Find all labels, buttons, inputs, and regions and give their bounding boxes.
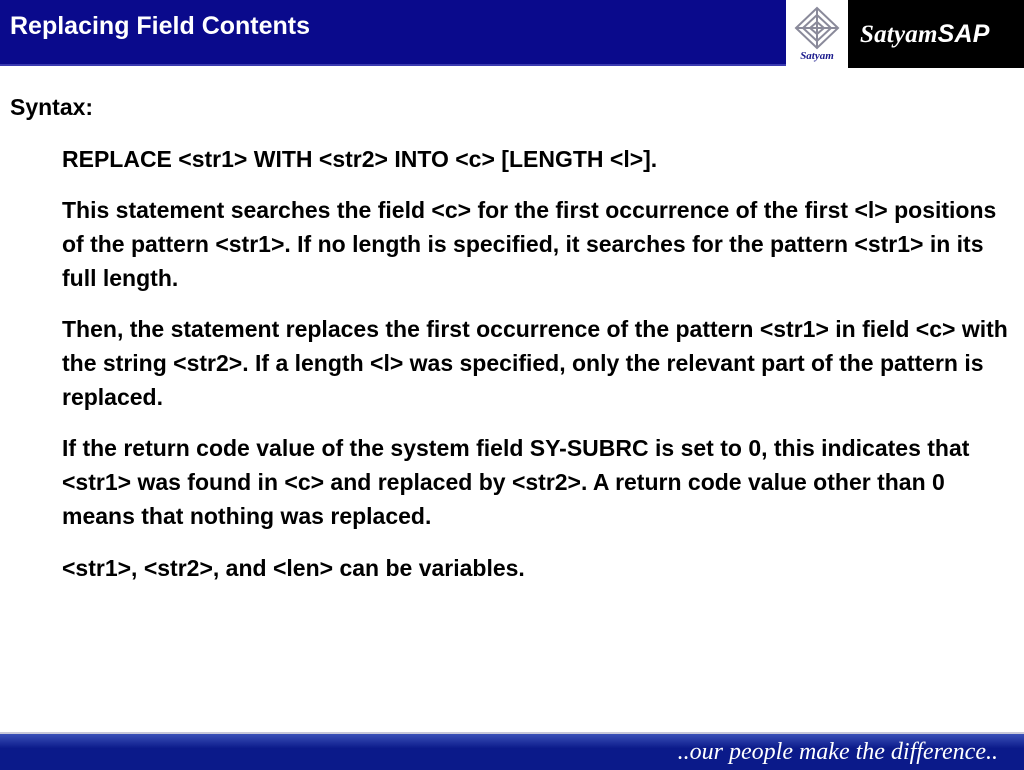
- satyam-sap-logo: [848, 0, 1024, 68]
- syntax-label: Syntax:: [10, 94, 94, 120]
- paragraph-variables: <str1>, <str2>, and <len> can be variables.: [62, 555, 525, 581]
- footer-tagline: ..our people make the difference..: [677, 739, 998, 765]
- paragraph-search: This statement searches the field <c> for the first occurrence of the first <l> positions of the pattern <str1>. If no length is specified, it searches for the pattern <str1> in its full length.: [62, 197, 997, 291]
- satyam-lattice-icon: [794, 6, 840, 50]
- paragraph-replace: Then, the statement replaces the first occurrence of the pattern <str1> in field <c> with the string <str2>. If a length <l> was specified, only the relevant part of the pattern is replaced.: [62, 316, 1008, 410]
- brand-satyam: Satyam: [860, 21, 938, 48]
- paragraph-return-code: If the return code value of the system field SY-SUBRC is set to 0, this indicates that <str1> was found in <c> and replaced by <str2>. A return code value other than 0 means that nothing was replaced.: [62, 435, 970, 529]
- syntax-statement: REPLACE <str1> WITH <str2> INTO <c> [LENGTH <l>].: [62, 146, 658, 172]
- brand-text: [860, 20, 990, 49]
- footer-bar: [0, 732, 1024, 770]
- satyam-logo: [788, 0, 846, 68]
- brand-sap: SAP: [937, 20, 990, 48]
- satyam-logo-text: Satyam: [800, 50, 834, 62]
- slide-title: Replacing Field Contents: [10, 12, 311, 40]
- title-bar: [0, 0, 786, 66]
